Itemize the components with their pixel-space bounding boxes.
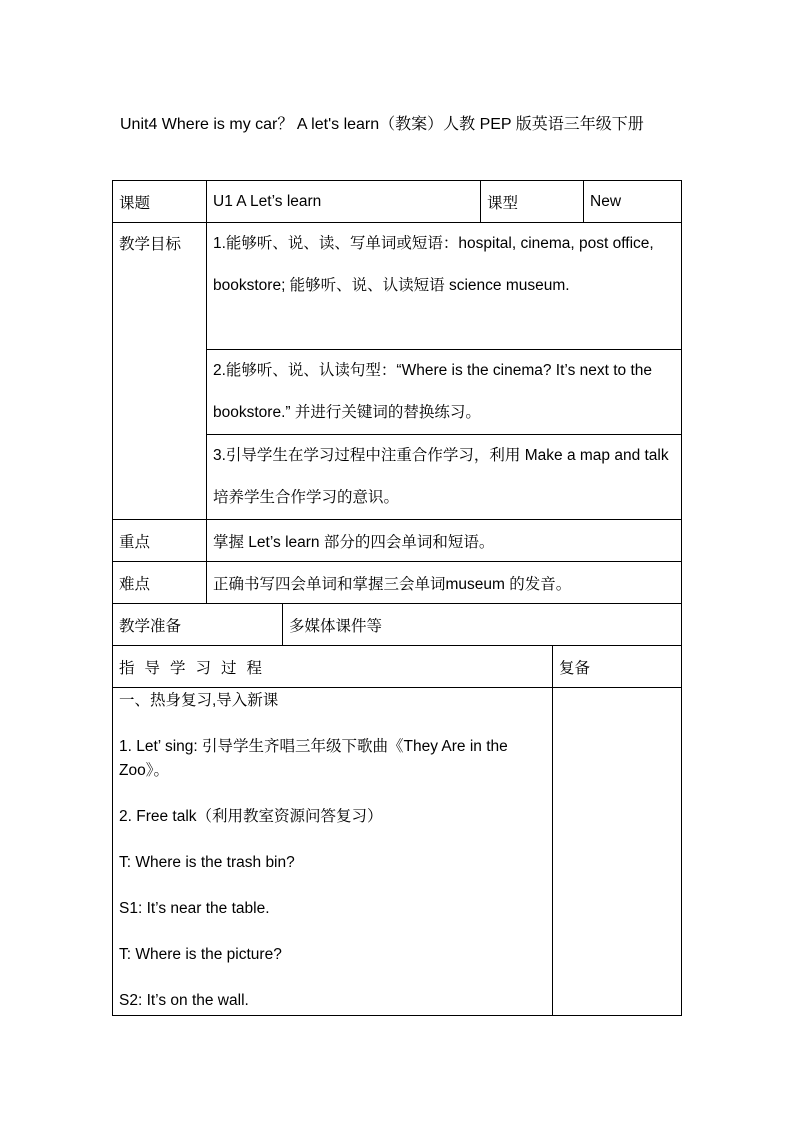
goal-1: 1.能够听、说、读、写单词或短语：hospital, cinema, post office, bookstore; 能够听、说、认读短语 science museum.: [207, 223, 682, 350]
lesson-plan-table: [112, 180, 682, 1016]
difficult-label: 难点: [113, 562, 207, 604]
goal-2: 2.能够听、说、认读句型：“Where is the cinema? It’s next to the bookstore.” 并进行关键词的替换练习。: [207, 350, 682, 435]
process-line: 一、热身复习,导入新课: [119, 692, 279, 709]
prep-label: 教学准备: [113, 604, 283, 646]
process-line: T: Where is the picture?: [119, 946, 282, 963]
topic-value: U1 A Let’s learn: [207, 181, 481, 223]
process-line: S2: It’s on the wall.: [119, 992, 249, 1009]
type-value: New: [584, 181, 682, 223]
goal-3: 3.引导学生在学习过程中注重合作学习，利用 Make a map and talk 培养学生合作学习的意识。: [207, 435, 682, 520]
process-line: S1: It’s near the table.: [119, 900, 270, 917]
type-label: 课型: [481, 181, 584, 223]
goal-row-1: [113, 223, 682, 350]
key-row: [113, 520, 682, 562]
process-header: 指导学习过程: [113, 646, 553, 688]
topic-row: [113, 181, 682, 223]
process-line: T: Where is the trash bin?: [119, 854, 295, 871]
process-content: [113, 688, 553, 1016]
review-content: [553, 688, 682, 1016]
process-line: 1. Let’ sing: 引导学生齐唱三年级下歌曲《They Are in the Zoo》。: [119, 738, 508, 779]
process-line: 2. Free talk（利用教室资源问答复习）: [119, 808, 383, 825]
goals-label: 教学目标: [113, 223, 207, 520]
process-header-row: [113, 646, 682, 688]
document-title: Unit4 Where is my car？ A let's learn（教案）人教 PEP 版英语三年级下册: [120, 116, 644, 133]
prep-row: [113, 604, 682, 646]
difficult-value: 正确书写四会单词和掌握三会单词museum 的发音。: [207, 562, 682, 604]
prep-value: 多媒体课件等: [283, 604, 682, 646]
process-row: [113, 688, 682, 1016]
difficult-row: [113, 562, 682, 604]
review-header: 复备: [553, 646, 682, 688]
key-value: 掌握 Let’s learn 部分的四会单词和短语。: [207, 520, 682, 562]
topic-label: 课题: [113, 181, 207, 223]
key-label: 重点: [113, 520, 207, 562]
